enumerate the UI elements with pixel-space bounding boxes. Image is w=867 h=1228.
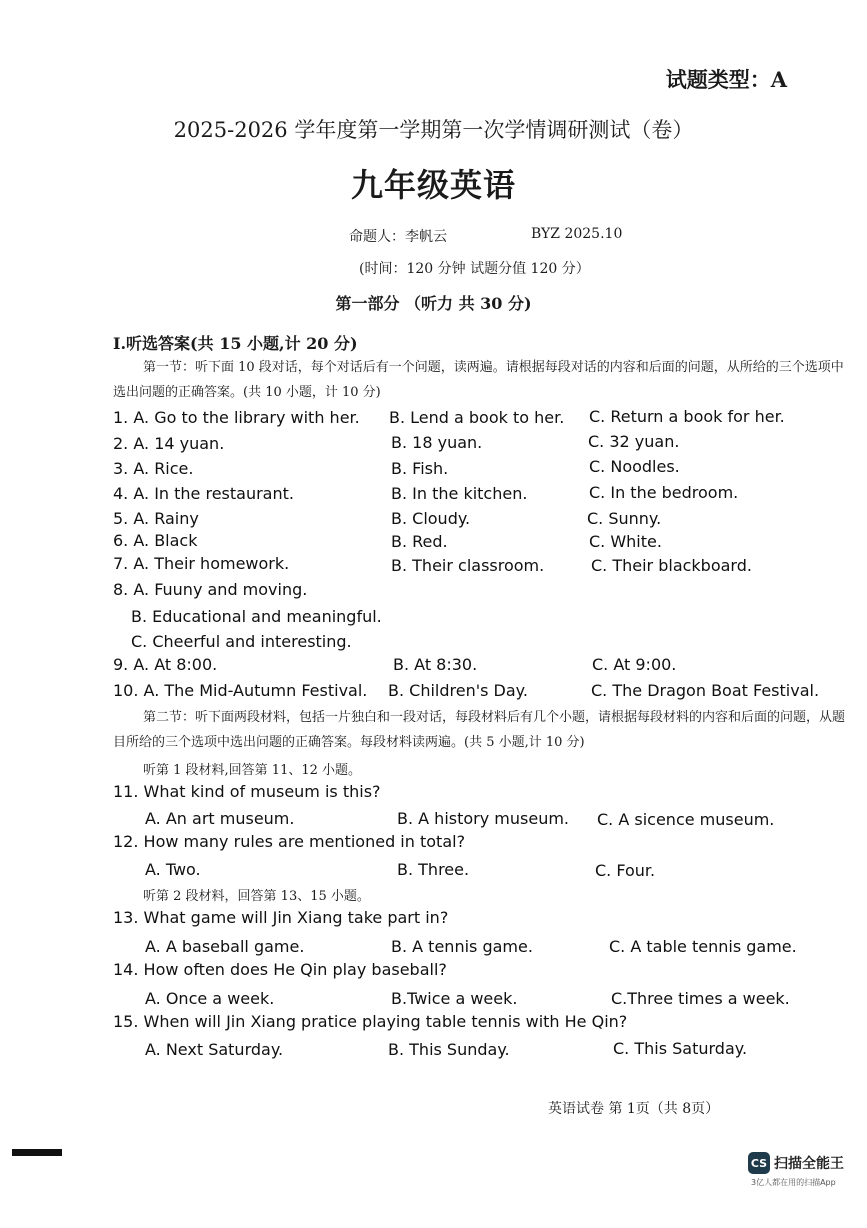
q6-option-c: C. White. (589, 532, 662, 551)
q14-option-b: B.Twice a week. (391, 989, 518, 1008)
q3-option-c: C. Noodles. (589, 457, 680, 476)
q12-option-b: B. Three. (397, 860, 470, 879)
section-title: I.听选答案(共 15 小题,计 20 分) (113, 334, 358, 353)
exam-author: 命题人：李帆云 (349, 229, 447, 245)
q9-option-b: B. At 8:30. (393, 655, 478, 674)
q2-option-a: 2. A. 14 yuan. (113, 434, 225, 453)
q12-option-a: A. Two. (145, 860, 201, 879)
q4-option-a: 4. A. In the restaurant. (113, 484, 294, 503)
q11-option-a: A. An art museum. (145, 809, 295, 828)
q1-option-b: B. Lend a book to her. (389, 408, 565, 427)
q1-option-c: C. Return a book for her. (589, 407, 785, 426)
q11-option-b: B. A history museum. (397, 809, 570, 828)
q13-option-b: B. A tennis game. (391, 937, 533, 956)
q5-option-a: 5. A. Rainy (113, 509, 199, 528)
material2-note: 听第 2 段材料，回答第 13、15 小题。 (143, 889, 370, 904)
q12-stem: 12. How many rules are mentioned in total? (113, 832, 466, 851)
q14-stem: 14. How often does He Qin play baseball? (113, 960, 447, 979)
q10-option-b: B. Children's Day. (388, 681, 528, 700)
q11-option-c: C. A sicence museum. (597, 810, 775, 829)
q7-option-b: B. Their classroom. (391, 556, 545, 575)
scanner-app-name: 扫描全能王 (774, 1156, 844, 1172)
q8-option-c: C. Cheerful and interesting. (131, 632, 352, 651)
subsection2-instruction: 第二节：听下面两段材料，包括一片独白和一段对话，每段材料后有几个小题，请根据每段材料的内容和后面的问题，从题目所给的三个选项中选出问题的正确答案。每段材料读两遍。(共 5 小题,计 10 分) (113, 710, 846, 750)
q15-option-b: B. This Sunday. (388, 1040, 510, 1059)
q14-option-c: C.Three times a week. (611, 989, 790, 1008)
q15-option-c: C. This Saturday. (613, 1039, 748, 1058)
q8-option-b: B. Educational and meaningful. (131, 607, 382, 626)
q15-option-a: A. Next Saturday. (145, 1040, 284, 1059)
q7-option-c: C. Their blackboard. (591, 556, 752, 575)
q14-option-a: A. Once a week. (145, 989, 275, 1008)
q10-option-c: C. The Dragon Boat Festival. (591, 681, 820, 700)
q9-option-a: 9. A. At 8:00. (113, 655, 218, 674)
page-number-footer: 英语试卷 第 1页（共 8页） (548, 1101, 720, 1117)
q6-option-a: 6. A. Black (113, 531, 198, 550)
q3-option-b: B. Fish. (391, 459, 449, 478)
exam-title: 2025-2026 学年度第一学期第一次学情调研测试（卷） (173, 118, 694, 142)
q8-option-a: 8. A. Fuuny and moving. (113, 580, 308, 599)
scanner-app-tagline: 3亿人都在用的扫描App (751, 1178, 836, 1187)
q13-option-c: C. A table tennis game. (609, 937, 797, 956)
subject-title: 九年级英语 (350, 166, 516, 204)
q5-option-c: C. Sunny. (587, 509, 662, 528)
q9-option-c: C. At 9:00. (592, 655, 677, 674)
exam-code-date: BYZ 2025.10 (531, 226, 623, 242)
q5-option-b: B. Cloudy. (391, 509, 471, 528)
q15-stem: 15. When will Jin Xiang pratice playing table tennis with He Qin? (113, 1012, 628, 1031)
q12-option-c: C. Four. (595, 861, 656, 880)
q13-option-a: A. A baseball game. (145, 937, 305, 956)
q2-option-b: B. 18 yuan. (391, 433, 483, 452)
q2-option-c: C. 32 yuan. (588, 432, 680, 451)
exam-time-score: (时间：120 分钟 试题分值 120 分） (359, 261, 590, 277)
q4-option-b: B. In the kitchen. (391, 484, 528, 503)
q3-option-a: 3. A. Rice. (113, 459, 194, 478)
q1-option-a: 1. A. Go to the library with her. (113, 408, 360, 427)
material1-note: 听第 1 段材料,回答第 11、12 小题。 (143, 763, 362, 778)
q11-stem: 11. What kind of museum is this? (113, 782, 381, 801)
q7-option-a: 7. A. Their homework. (113, 554, 290, 573)
scan-edge-mark (12, 1149, 62, 1156)
q13-stem: 13. What game will Jin Xiang take part in? (113, 908, 449, 927)
q4-option-c: C. In the bedroom. (589, 483, 739, 502)
q6-option-b: B. Red. (391, 532, 448, 551)
exam-type-label: 试题类型：A (665, 67, 787, 92)
camscanner-icon: CS (748, 1152, 770, 1174)
q10-option-a: 10. A. The Mid-Autumn Festival. (113, 681, 368, 700)
subsection1-instruction: 第一节：听下面 10 段对话，每个对话后有一个问题，读两遍。请根据每段对话的内容和后面的问题，从所给的三个选项中选出问题的正确答案。(共 10 小题，计 10 分) (113, 360, 844, 400)
part-title: 第一部分 （听力 共 30 分) (335, 294, 532, 313)
